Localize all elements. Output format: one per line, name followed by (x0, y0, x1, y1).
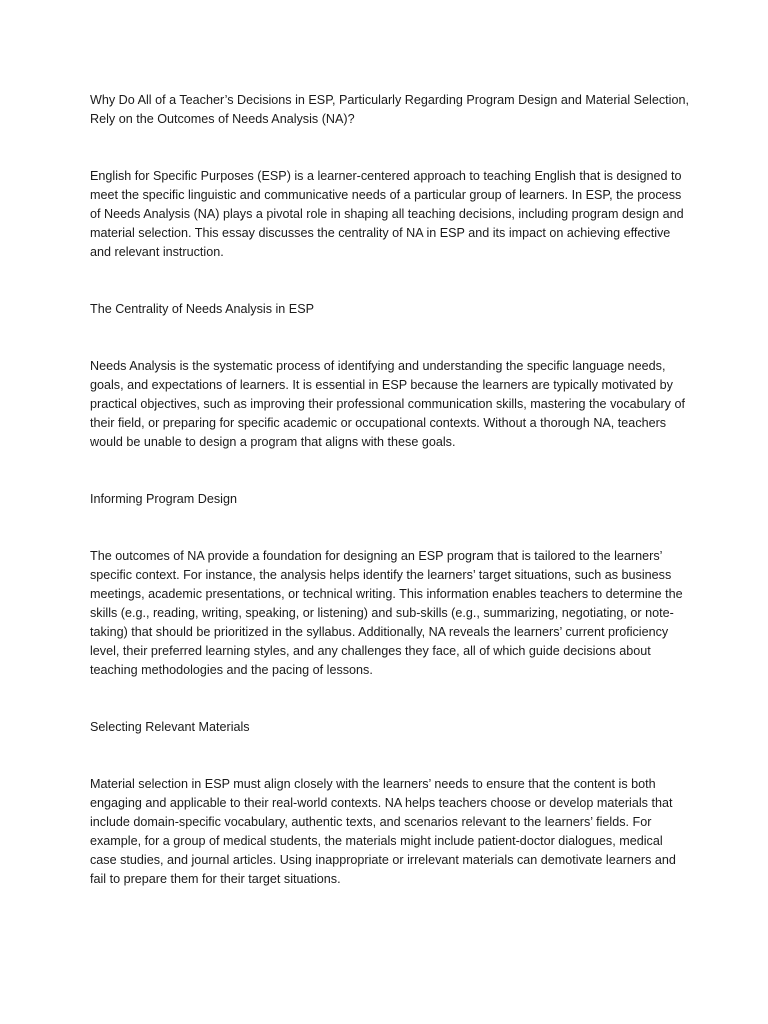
section-heading-program-design: Informing Program Design (90, 492, 237, 506)
document-title: Why Do All of a Teacher’s Decisions in ESP, Particularly Regarding Program Design and Material Selection, Rely on the Outcomes of Needs Analysis (NA)? (90, 93, 689, 126)
section-body-program-design: The outcomes of NA provide a foundation for designing an ESP program that is tailored to the learners’ specific context. For instance, the analysis helps identify the learners’ target situations, such as business meetings, academic presentations, or technical writing. This information enables teachers to determine the skills (e.g., reading, writing, speaking, or listening) and sub-skills (e.g., summarizing, negotiating, or note-taking) that should be prioritized in the syllabus. Additionally, NA reveals the learners’ current proficiency level, their preferred learning styles, and any challenges they face, all of which guide decisions about teaching methodologies and the pacing of lessons. (90, 549, 683, 677)
section-heading-materials: Selecting Relevant Materials (90, 720, 250, 734)
section-body-centrality: Needs Analysis is the systematic process of identifying and understanding the specific language needs, goals, and expectations of learners. It is essential in ESP because the learners are typically motivated by practical objectives, such as improving their professional communication skills, mastering the vocabulary of their field, or preparing for specific academic or occupational contexts. Without a thorough NA, teachers would be unable to design a program that aligns with these goals. (90, 359, 685, 449)
intro-paragraph: English for Specific Purposes (ESP) is a learner-centered approach to teaching English that is designed to meet the specific linguistic and communicative needs of a particular group of learners. In ESP, the process of Needs Analysis (NA) plays a pivotal role in shaping all teaching decisions, including program design and material selection. This essay discusses the centrality of NA in ESP and its impact on achieving effective and relevant instruction. (90, 169, 684, 259)
document-page (90, 91, 690, 927)
section-body-materials: Material selection in ESP must align closely with the learners’ needs to ensure that the content is both engaging and applicable to their real-world contexts. NA helps teachers choose or develop materials that include domain-specific vocabulary, authentic texts, and scenarios relevant to the learners’ fields. For example, for a group of medical students, the materials might include patient-doctor dialogues, medical case studies, and journal articles. Using inappropriate or irrelevant materials can demotivate learners and fail to prepare them for their target situations. (90, 777, 676, 886)
section-heading-centrality: The Centrality of Needs Analysis in ESP (90, 302, 314, 316)
